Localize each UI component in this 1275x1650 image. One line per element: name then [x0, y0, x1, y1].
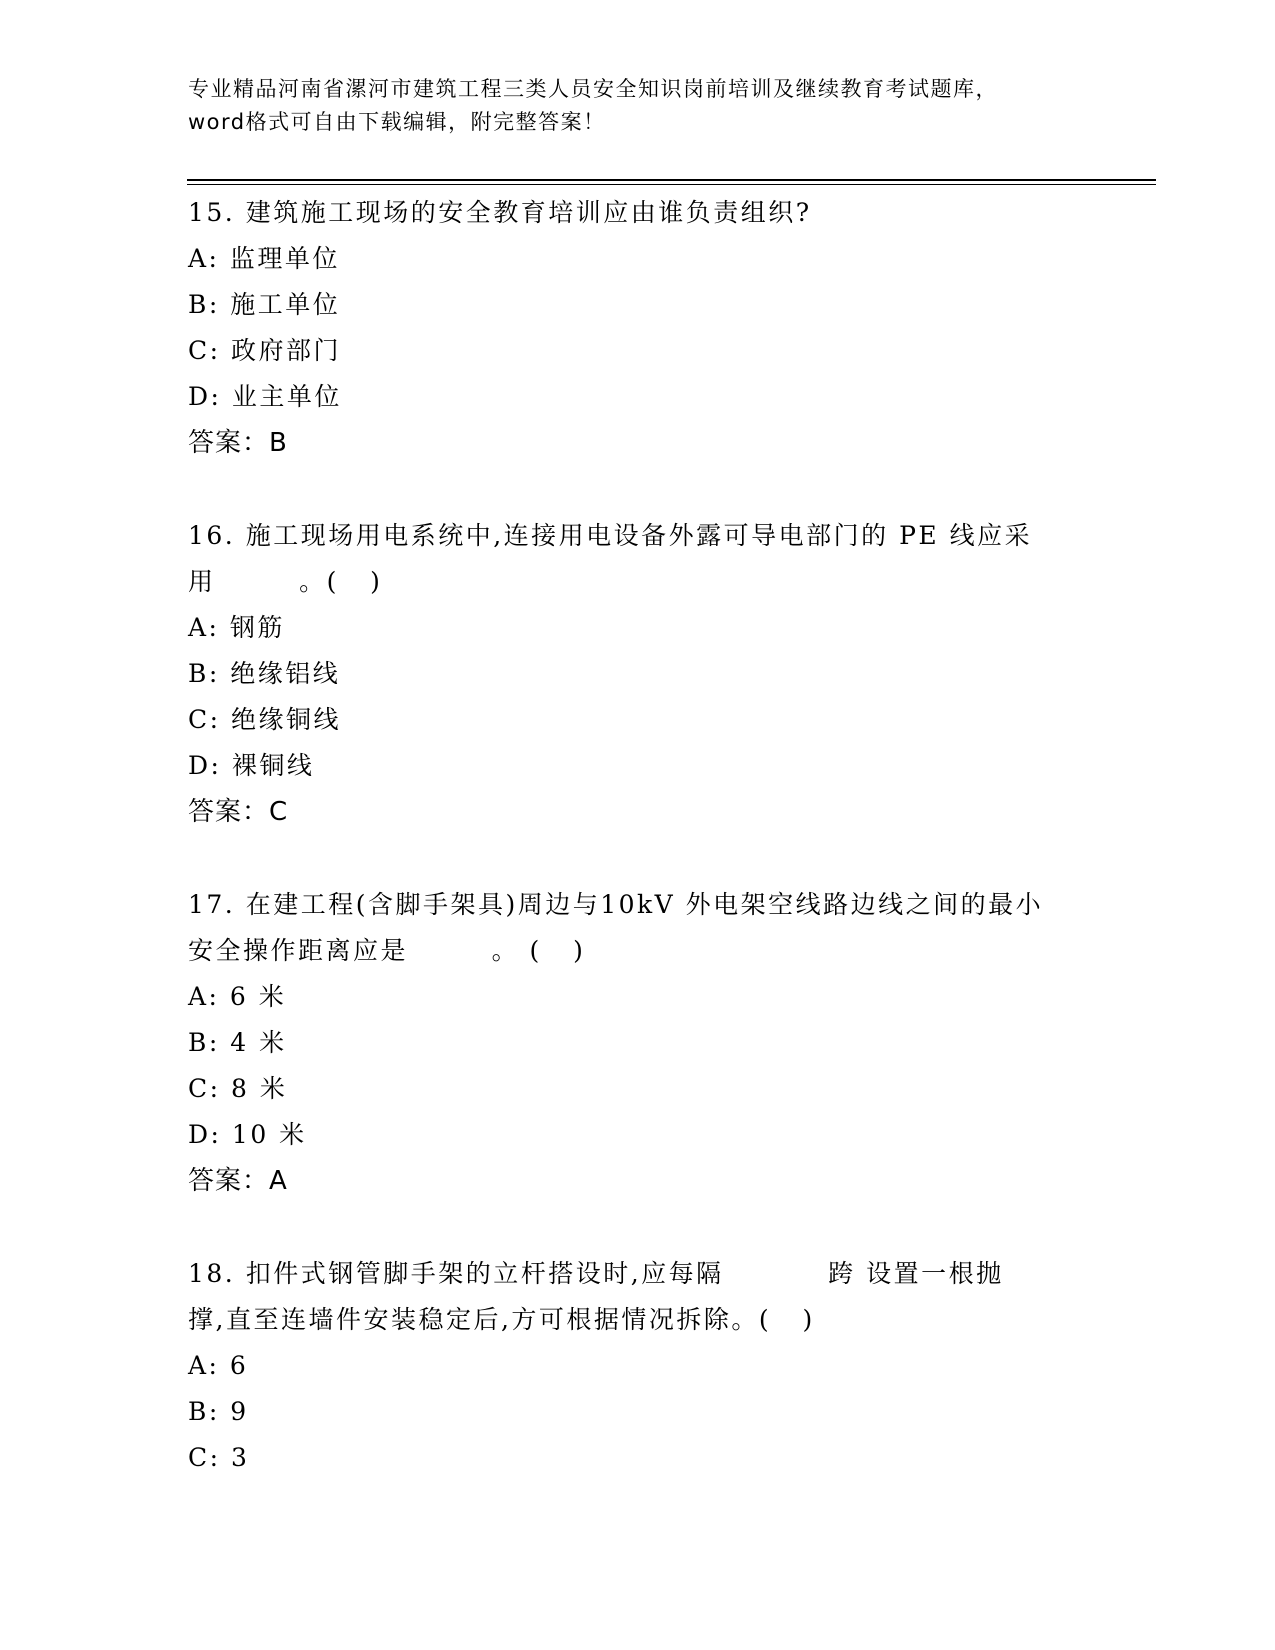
question-18 — [188, 1251, 1088, 1481]
option-a: A: 6 米 — [188, 982, 287, 1011]
option-b: B: 9 — [188, 1397, 249, 1426]
option-c: C: 3 — [188, 1443, 250, 1472]
question-16 — [188, 513, 1088, 835]
question-stem-continued: 撑,直至连墙件安装稳定后,方可根据情况拆除。( ) — [188, 1305, 815, 1334]
question-stem: 18. 扣件式钢管脚手架的立杆搭设时,应每隔 跨 设置一根抛 — [188, 1259, 1004, 1288]
question-stem-continued: 安全操作距离应是 。 ( ) — [188, 936, 586, 965]
header-divider-thick — [187, 179, 1156, 181]
option-c: C: 绝缘铜线 — [188, 705, 341, 734]
question-stem: 15. 建筑施工现场的安全教育培训应由谁负责组织? — [188, 198, 812, 227]
header-line-2: word格式可自由下载编辑，附完整答案！ — [188, 110, 606, 134]
question-stem: 17. 在建工程(含脚手架具)周边与10kV 外电架空线路边线之间的最小 — [188, 890, 1044, 919]
option-d: D: 业主单位 — [188, 382, 342, 411]
question-stem-continued: 用 。( ) — [188, 567, 383, 596]
option-a: A: 6 — [188, 1351, 249, 1380]
option-c: C: 政府部门 — [188, 336, 341, 365]
answer: 答案：A — [188, 1166, 288, 1196]
header-line-1: 专业精品河南省漯河市建筑工程三类人员安全知识岗前培训及继续教育考试题库， — [188, 77, 998, 101]
option-b: B: 4 米 — [188, 1028, 287, 1057]
option-d: D: 裸铜线 — [188, 751, 315, 780]
question-17 — [188, 882, 1088, 1204]
question-stem: 16. 施工现场用电系统中,连接用电设备外露可导电部门的 PE 线应采 — [188, 521, 1033, 550]
answer: 答案：B — [188, 428, 288, 458]
option-d: D: 10 米 — [188, 1120, 307, 1149]
question-15 — [188, 190, 1088, 466]
option-c: C: 8 米 — [188, 1074, 288, 1103]
option-b: B: 绝缘铝线 — [188, 659, 341, 688]
question-list — [188, 190, 1088, 1528]
header-divider-thin — [187, 184, 1156, 185]
answer: 答案：C — [188, 797, 289, 827]
option-a: A: 钢筋 — [188, 613, 285, 642]
option-b: B: 施工单位 — [188, 290, 341, 319]
option-a: A: 监理单位 — [188, 244, 340, 273]
document-header — [188, 73, 1108, 139]
